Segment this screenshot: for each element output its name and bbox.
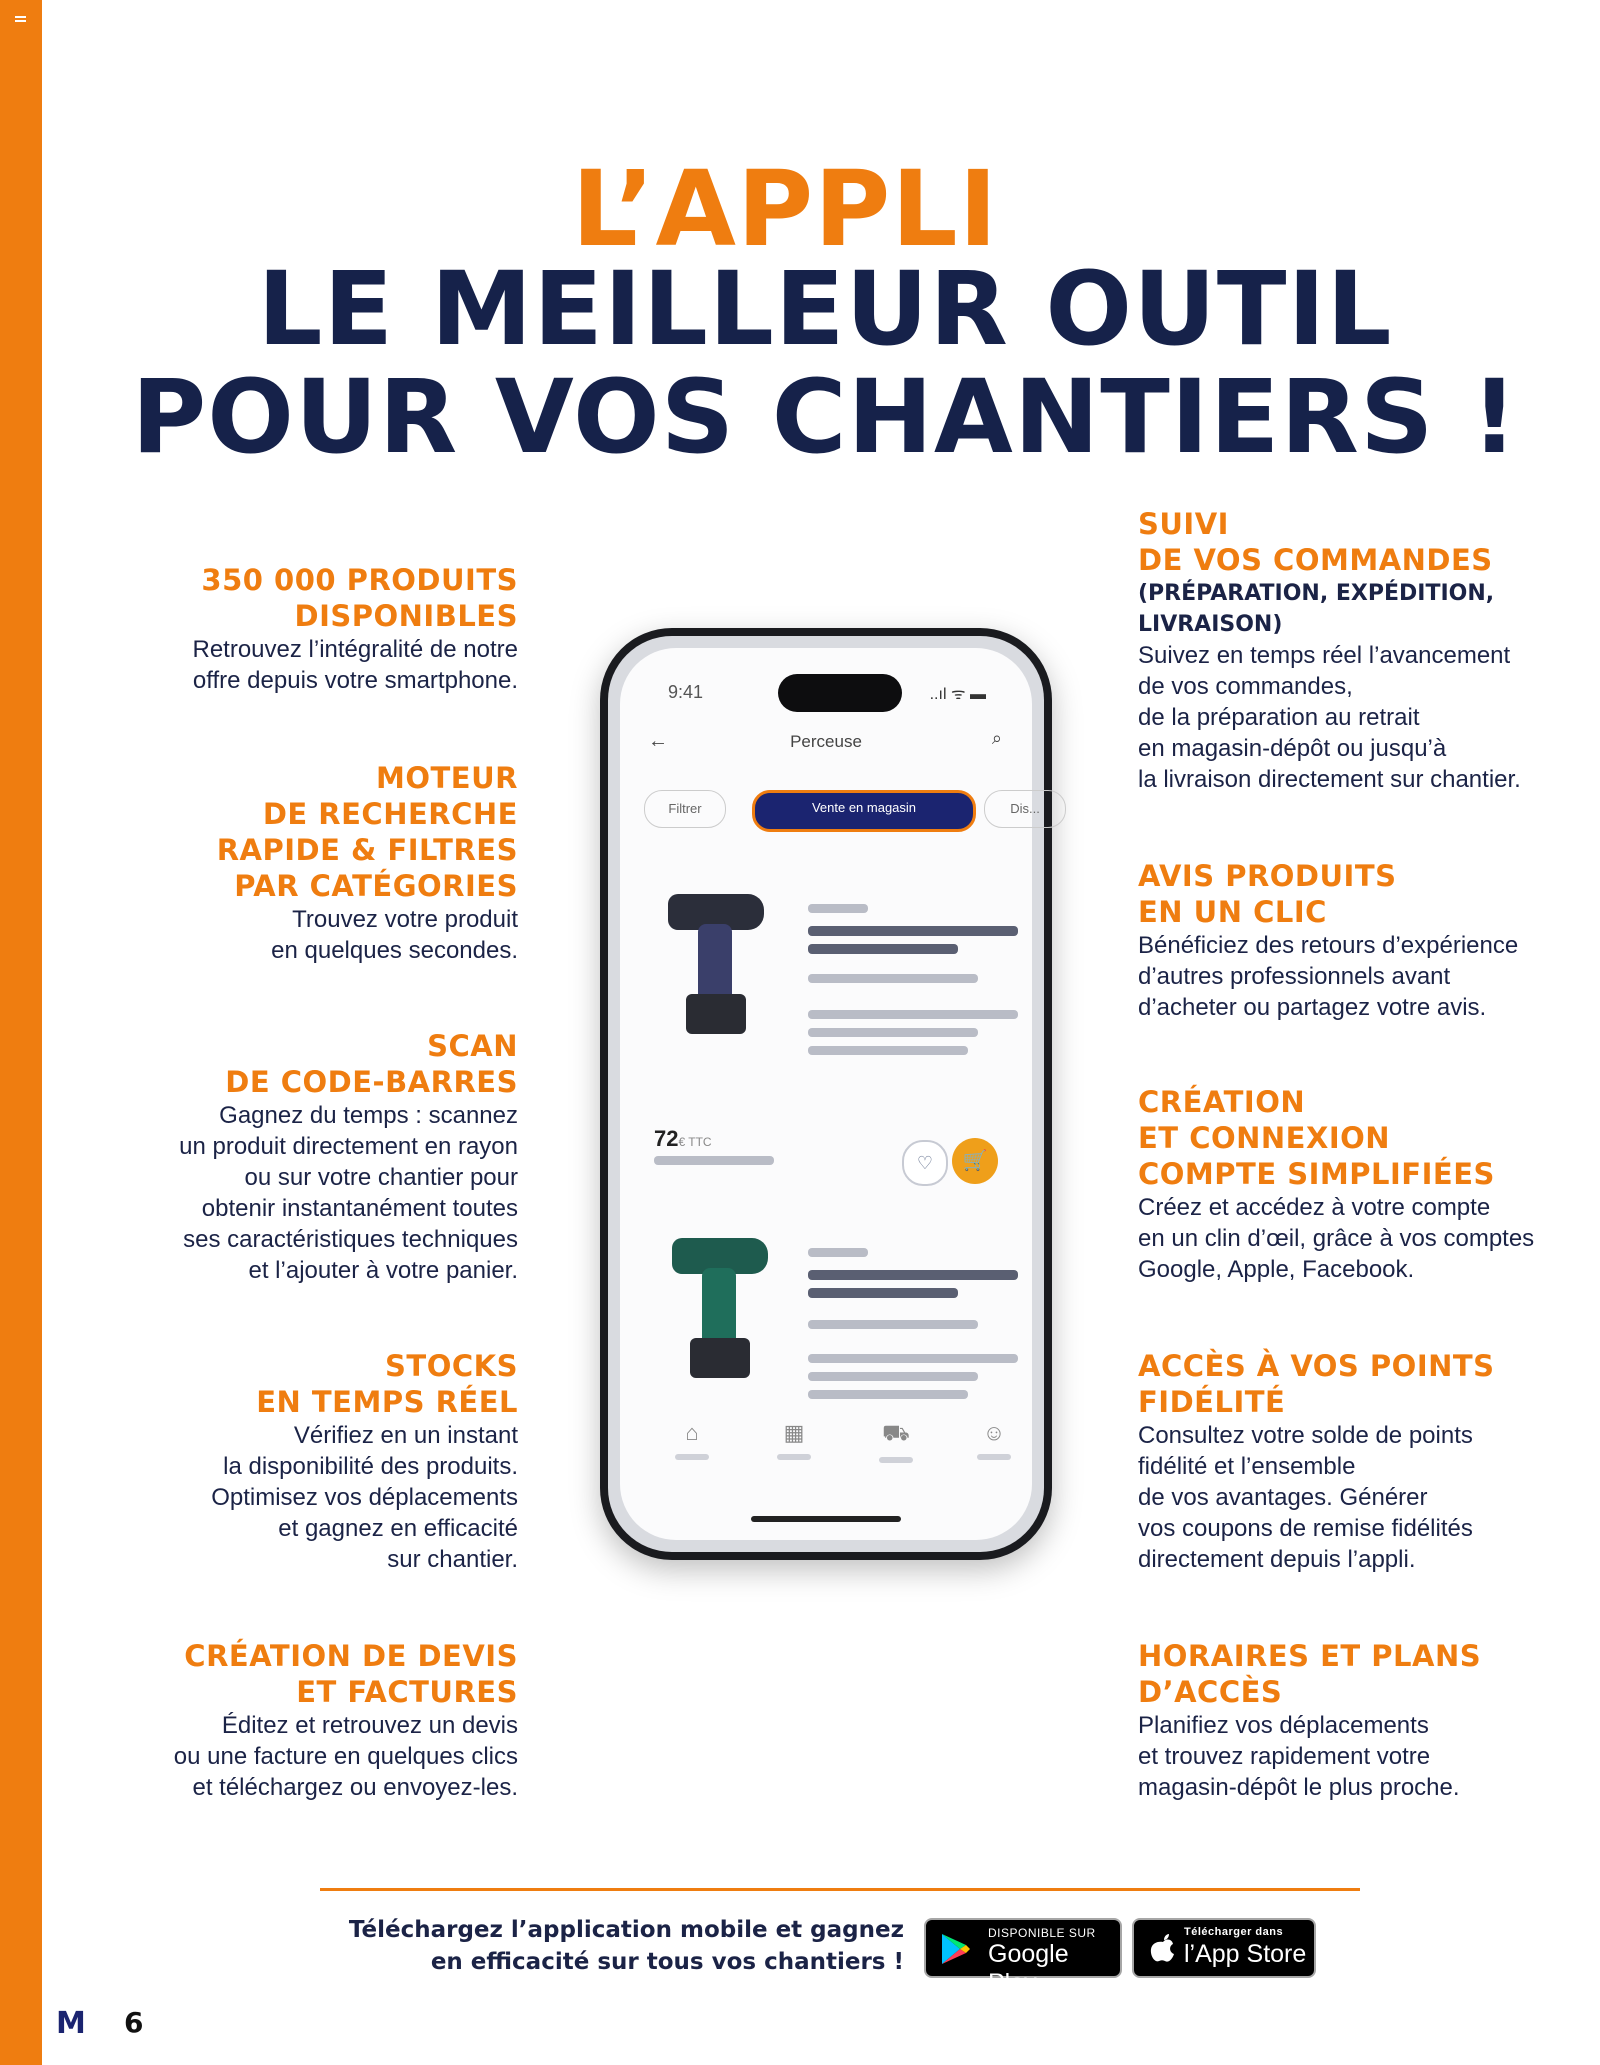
feature-stocks [98, 1348, 518, 1575]
feature-scan [98, 1028, 518, 1286]
cta-line-2: en efficacité sur tous vos chantiers ! [430, 1949, 904, 1975]
spec-line [808, 1354, 1018, 1363]
apple-icon [1146, 1932, 1180, 1966]
feature-account [1138, 1084, 1550, 1285]
feature-title: STOCKS EN TEMPS RÉEL [256, 1349, 518, 1419]
headline-line-3: POUR VOS CHANTIERS ! [131, 358, 1519, 477]
app-store-badge[interactable] [1132, 1918, 1316, 1978]
headline-line-2: LE MEILLEUR OUTIL [257, 250, 1393, 369]
bottom-tab-bar [620, 1420, 1032, 1470]
google-play-big-text: Google Play [988, 1940, 1069, 1997]
feature-title: ACCÈS À VOS POINTS FIDÉLITÉ [1138, 1349, 1495, 1419]
side-accent-bar [0, 0, 42, 2065]
store-sale-chip[interactable]: Vente en magasin [752, 790, 976, 832]
feature-body: Éditez et retrouvez un devis ou une facture en quelques clics et téléchargez ou envoyez-les. [173, 1712, 518, 1801]
google-play-small-text: DISPONIBLE SUR [988, 1926, 1096, 1940]
drill-image-1[interactable] [668, 894, 778, 1044]
feature-subtitle: (PRÉPARATION, EXPÉDITION, LIVRAISON) [1138, 581, 1495, 637]
product-brand [808, 1248, 868, 1257]
product-name-line [808, 926, 1018, 936]
product-name-line [808, 1270, 1018, 1280]
catalog-tab-icon[interactable]: ▦ [764, 1420, 824, 1460]
product-price: 72€ TTC [654, 1126, 712, 1151]
feature-orders [1138, 506, 1550, 795]
spec-line [808, 1046, 968, 1055]
back-arrow-icon[interactable]: ← [648, 730, 668, 752]
feature-body: Créez et accédez à votre compte en un clin d’œil, grâce à vos comptes Google, Apple, Facebook. [1138, 1194, 1535, 1283]
feature-title: HORAIRES ET PLANS D’ACCÈS [1138, 1639, 1482, 1709]
google-play-badge[interactable] [924, 1918, 1122, 1997]
google-play-icon [938, 1932, 972, 1966]
feature-title: MOTEUR DE RECHERCHE RAPIDE & FILTRES PAR CATÉGORIES [216, 761, 518, 903]
product-name-line [808, 1288, 958, 1298]
phone-mockup [600, 628, 1052, 1560]
feature-title: CRÉATION DE DEVIS ET FACTURES [184, 1639, 518, 1709]
product-brand [808, 904, 868, 913]
home-tab-icon[interactable]: ⌂ [662, 1420, 722, 1460]
screen-title: Perceuse [790, 732, 862, 751]
availability-line [808, 1320, 978, 1329]
product-name-line [808, 944, 958, 954]
feature-body: Gagnez du temps : scannez un produit directement en rayon ou sur votre chantier pour obtenir instantanément toutes ses caractéristiques techniques et l’ajouter à votre panier. [179, 1102, 518, 1284]
feature-title: SUIVI DE VOS COMMANDES [1138, 507, 1493, 577]
cta-line-1: Téléchargez l’application mobile et gagnez [348, 1917, 904, 1943]
feature-title: 350 000 PRODUITS DISPONIBLES [201, 563, 518, 633]
account-tab-icon[interactable]: ☺ [964, 1420, 1024, 1460]
status-time: 9:41 [668, 682, 704, 702]
drill-image-2[interactable] [672, 1238, 782, 1388]
feature-loyalty [1138, 1348, 1550, 1575]
feature-title: SCAN DE CODE-BARRES [225, 1029, 518, 1099]
feature-body: Vérifiez en un instant la disponibilité des produits. Optimisez vos déplacements et gagnez en efficacité sur chantier. [211, 1422, 518, 1573]
feature-body: Planifiez vos déplacements et trouvez rapidement votre magasin-dépôt le plus proche. [1138, 1712, 1460, 1801]
spec-line [808, 1010, 1018, 1019]
search-icon[interactable]: ⌕ [991, 728, 1002, 748]
availability-line [808, 974, 978, 983]
feature-body: Suivez en temps réel l’avancement de vos commandes, de la préparation au retrait en magasin-dépôt ou jusqu’à la livraison directement sur chantier. [1138, 642, 1521, 793]
status-icons: ..ıl ᯤ ▬ [929, 686, 986, 703]
home-indicator [751, 1516, 901, 1522]
add-to-cart-button[interactable]: 🛒 [952, 1138, 998, 1184]
app-store-small-text: Télécharger dans [1184, 1926, 1284, 1938]
cart-tab-icon[interactable]: ⛟ [866, 1420, 926, 1463]
footer-divider [320, 1888, 1360, 1891]
price-detail-line [654, 1156, 774, 1165]
brand-logo: M [56, 2006, 86, 2041]
headline-line-1: L’APPLI [571, 148, 999, 270]
menu-icon[interactable] [15, 16, 26, 22]
feature-title: AVIS PRODUITS EN UN CLIC [1138, 859, 1397, 929]
filter-chip[interactable]: Filtrer [644, 790, 726, 828]
feature-body: Bénéficiez des retours d’expérience d’autres professionnels avant d’acheter ou partagez votre avis. [1138, 932, 1519, 1021]
feature-reviews [1138, 858, 1550, 1023]
app-store-big-text: l’App Store [1184, 1940, 1307, 1968]
feature-body: Retrouvez l’intégralité de notre offre depuis votre smartphone. [192, 636, 518, 694]
feature-body: Trouvez votre produit en quelques secondes. [271, 906, 518, 964]
feature-quotes [98, 1638, 518, 1803]
phone-screen [620, 648, 1040, 1540]
feature-body: Consultez votre solde de points fidélité et l’ensemble de vos avantages. Générer vos coupons de remise fidélités directement depuis l’appli. [1138, 1422, 1473, 1573]
download-cta [304, 1914, 904, 1978]
more-chip[interactable]: Dis... [984, 790, 1066, 828]
dynamic-island [778, 674, 902, 712]
feature-title: CRÉATION ET CONNEXION COMPTE SIMPLIFIÉES [1138, 1085, 1495, 1191]
feature-search [98, 760, 518, 966]
spec-line [808, 1028, 978, 1037]
favorite-button[interactable]: ♡ [902, 1140, 948, 1186]
feature-hours [1138, 1638, 1550, 1803]
spec-line [808, 1390, 968, 1399]
feature-products [98, 562, 518, 696]
spec-line [808, 1372, 978, 1381]
page-number: 6 [124, 2006, 144, 2039]
